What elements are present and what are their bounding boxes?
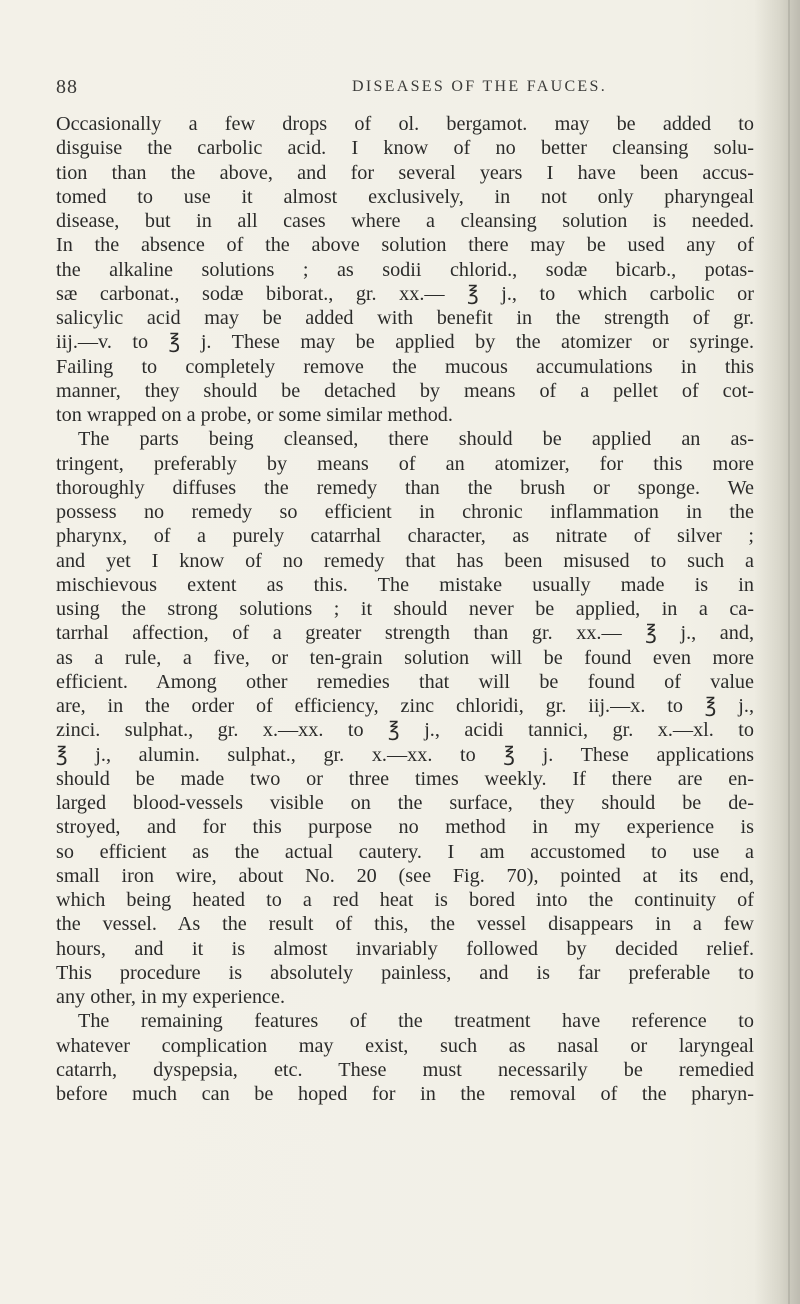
text-line: thoroughly diffuses the remedy than the brush or sponge. We [56,476,754,499]
binding-shadow [754,0,800,1304]
text-line: iij.—v. to ℥ j. These may be applied by the atomizer or syringe. [56,331,754,354]
text-line: stroyed, and for this purpose no method in my experience is [56,816,754,839]
running-head: DISEASES OF THE FAUCES. [352,78,608,95]
text-line: larged blood-vessels visible on the surface, they should be de- [56,792,754,814]
text-line: whatever complication may exist, such as nasal or laryngeal [56,1034,754,1057]
text-line: catarrh, dyspepsia, etc. These must necessarily be remedied [56,1058,754,1081]
text-line: so efficient as the actual cautery. I am accustomed to use a [56,840,754,863]
paragraph-start-line: The parts being cleansed, there should be applied an as- [78,428,754,451]
text-line: efficient. Among other remedies that will be found of value [56,670,754,693]
text-line: possess no remedy so efficient in chronic inflammation in the [56,501,754,523]
text-line: should be made two or three times weekly. If there are en- [56,767,754,790]
text-line: In the absence of the above solution there may be used any of [56,234,754,257]
page-number: 88 [56,76,78,98]
text-line: as a rule, a five, or ten-grain solution will be found even more [56,646,754,669]
binding-edge [788,0,790,1304]
text-line: pharynx, of a purely catarrhal character, as nitrate of silver ; [56,525,754,548]
text-line: the alkaline solutions ; as sodii chlorid., sodæ bicarb., potas- [56,258,754,281]
text-line: salicylic acid may be added with benefit in the strength of gr. [56,307,754,329]
text-line: This procedure is absolutely painless, and is far preferable to [56,961,754,984]
text-line: the vessel. As the result of this, the vessel disappears in a few [56,913,754,936]
text-line: mischievous extent as this. The mistake usually made is in [56,573,754,596]
text-line: hours, and it is almost invariably followed by decided relief. [56,937,754,960]
text-line: any other, in my experience. [56,986,286,1008]
paragraph-start-line: The remaining features of the treatment have reference to [78,1010,754,1033]
text-line: zinci. sulphat., gr. x.—xx. to ℥ j., acidi tannici, gr. x.—xl. to [56,719,754,742]
text-line: manner, they should be detached by means of a pellet of cot- [56,379,754,402]
text-line: small iron wire, about No. 20 (see Fig. 70), pointed at its end, [56,864,754,887]
text-line: tringent, preferably by means of an atomizer, for this more [56,452,754,475]
text-line: tomed to use it almost exclusively, in not only pharyngeal [56,185,754,208]
text-line: tion than the above, and for several years I have been accus- [56,161,754,184]
page-header [56,76,754,106]
text-line: sæ carbonat., sodæ biborat., gr. xx.— ℥ j., to which carbolic or [56,282,754,305]
text-line: ton wrapped on a probe, or some similar method. [56,404,453,426]
text-line: which being heated to a red heat is bored into the continuity of [56,889,754,911]
text-line: ℥ j., alumin. sulphat., gr. x.—xx. to ℥ j. These applications [56,743,754,766]
text-line: Failing to completely remove the mucous accumulations in this [56,355,754,378]
text-line: before much can be hoped for in the removal of the pharyn- [56,1083,754,1105]
text-line: disease, but in all cases where a cleansing solution is needed. [56,210,754,232]
text-line: using the strong solutions ; it should never be applied, in a ca- [56,598,754,620]
text-line: disguise the carbolic acid. I know of no better cleansing solu- [56,137,754,160]
text-line: Occasionally a few drops of ol. bergamot. may be added to [56,113,754,135]
text-line: are, in the order of efficiency, zinc chloridi, gr. iij.—x. to ℥ j., [56,695,754,717]
text-line: and yet I know of no remedy that has been misused to such a [56,549,754,572]
text-line: tarrhal affection, of a greater strength than gr. xx.— ℥ j., and, [56,622,754,645]
body-text [56,112,754,1106]
